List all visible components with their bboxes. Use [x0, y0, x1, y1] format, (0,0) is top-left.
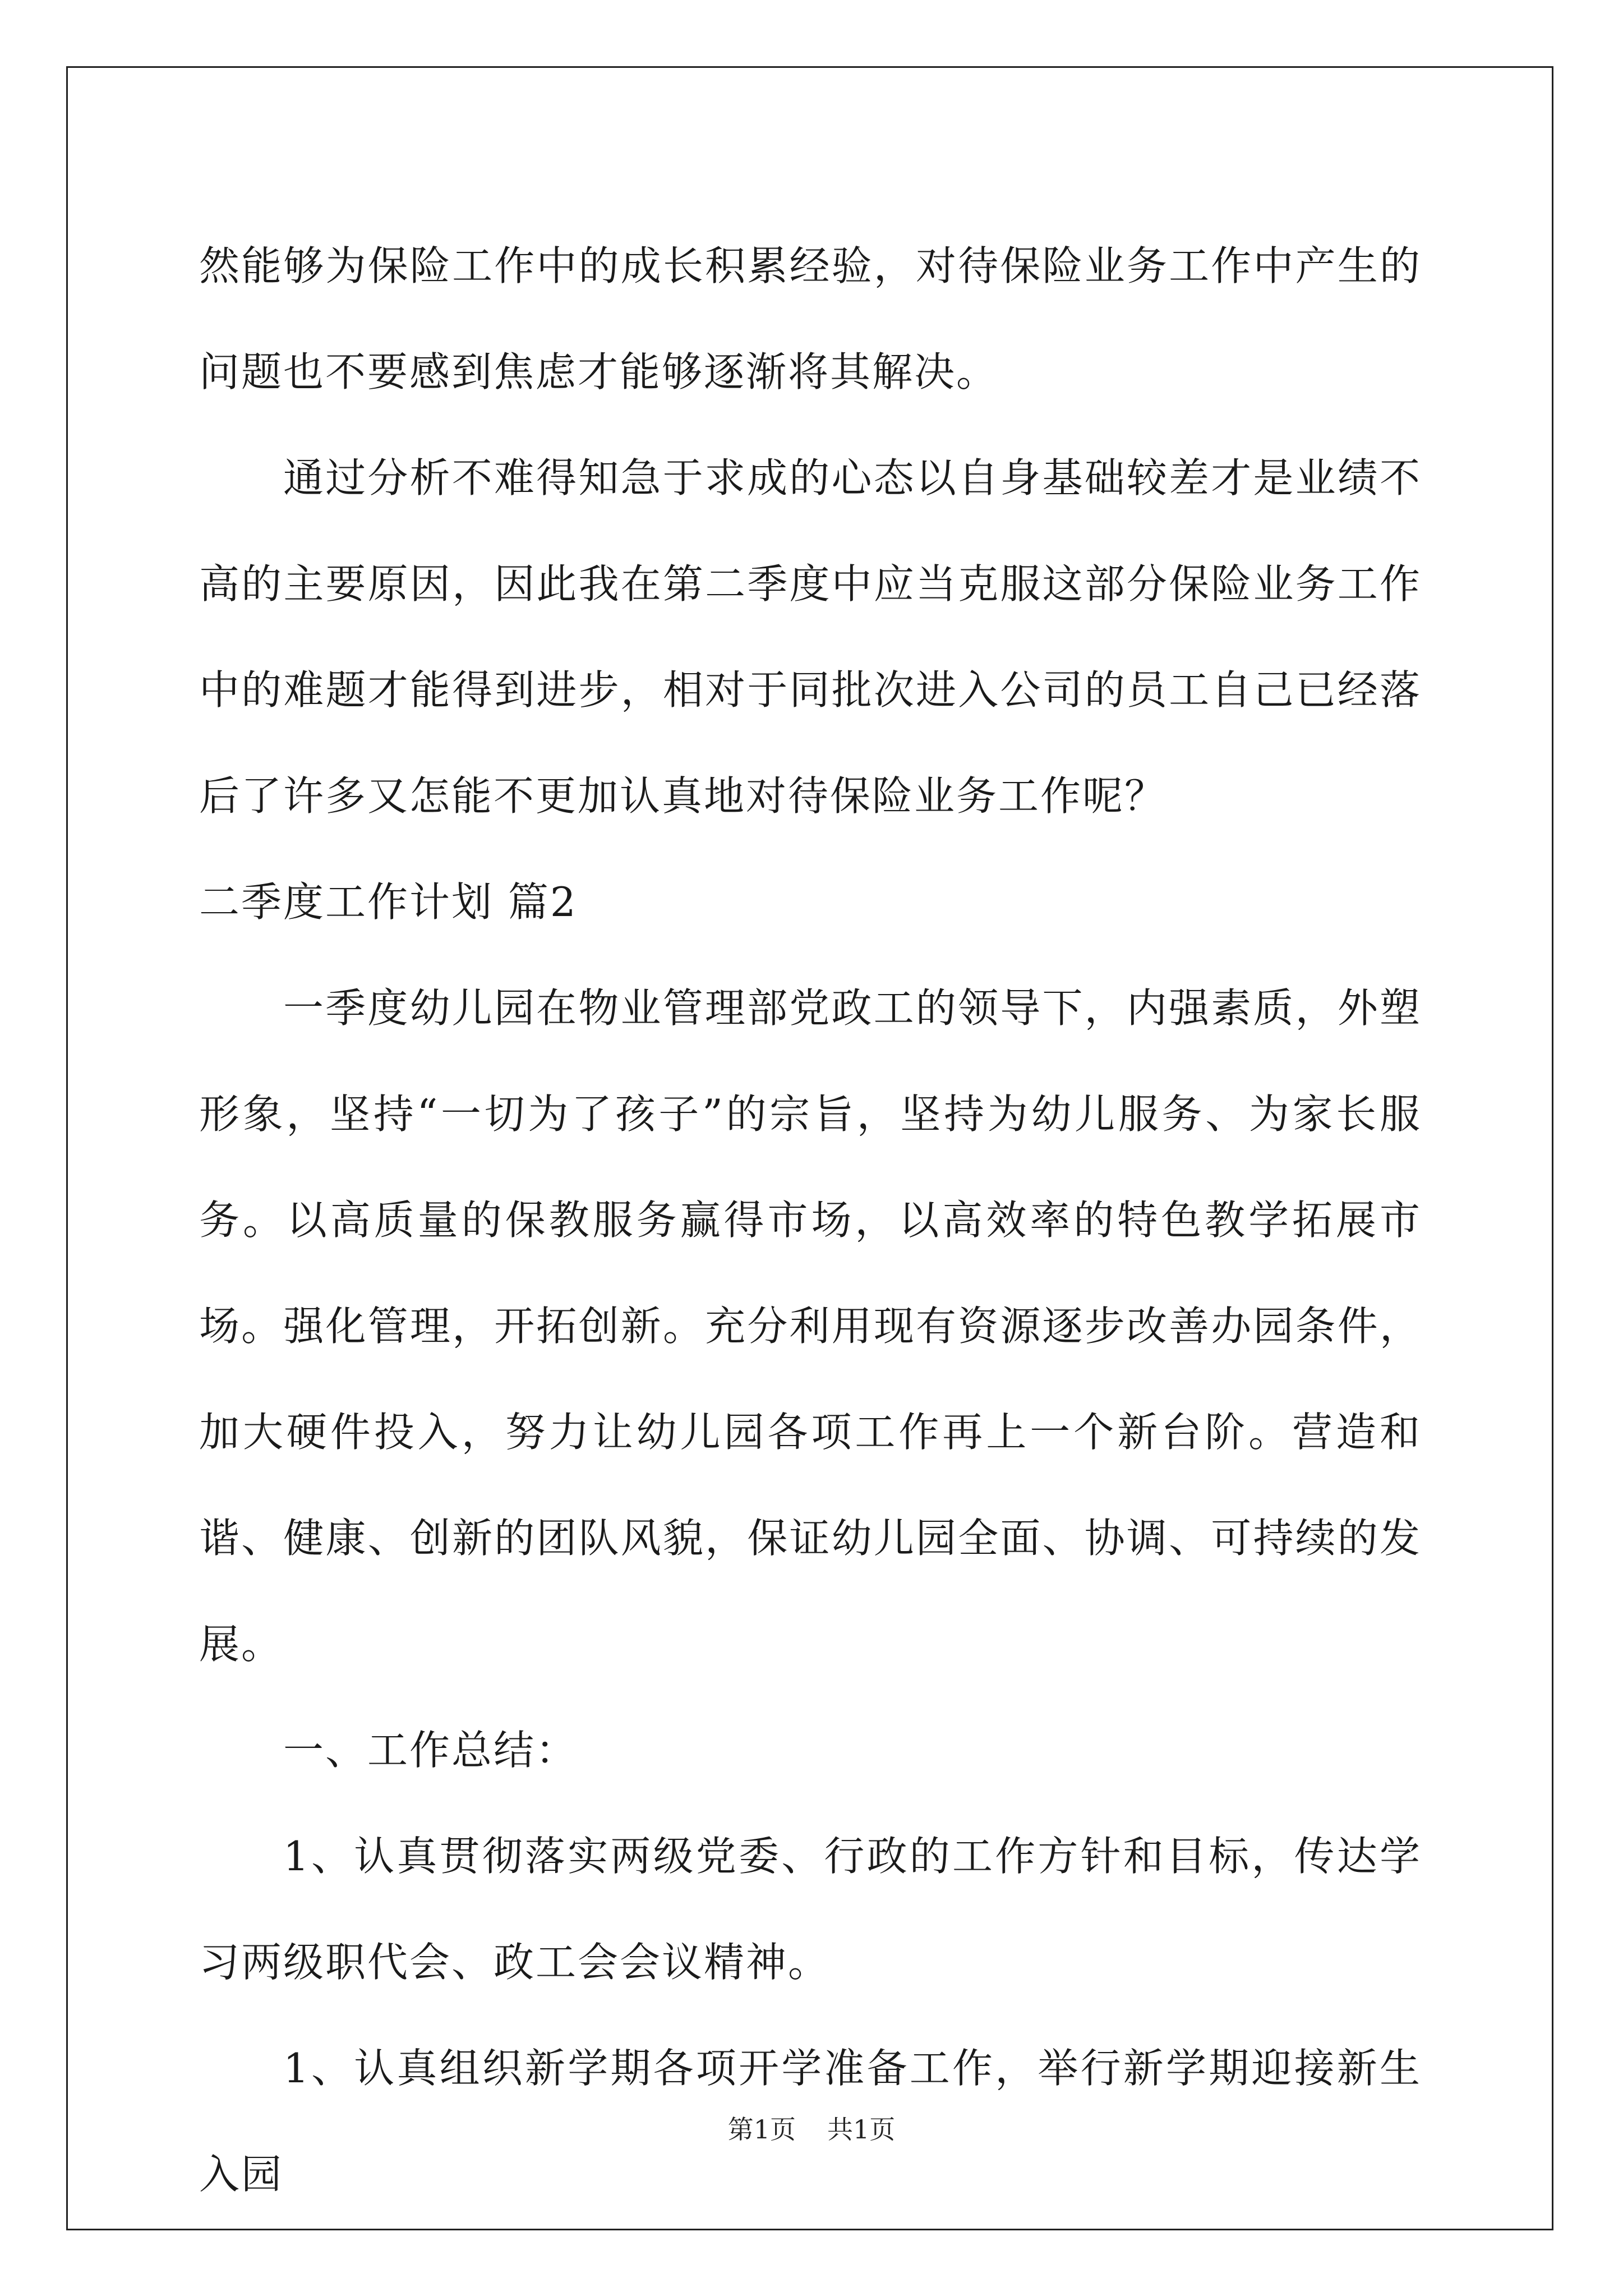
- paragraph-3: 一季度幼儿园在物业管理部党政工的领导下，内强素质，外塑形象，坚持“一切为了孩子”的宗旨，坚持为幼儿服务、为家长服务。以高质量的保教服务赢得市场，以高效率的特色教学拓展市场。强化管理，开拓创新。充分利用现有资源逐步改善办园条件，加大硬件投入，努力让幼儿园各项工作再上一个新台阶。营造和谐、健康、创新的团队风貌，保证幼儿园全面、协调、可持续的发展。: [199, 984, 1422, 1668]
- paragraph-1: 然能够为保险工作中的成长积累经验，对待保险业务工作中产生的问题也不要感到焦虑才能够逐渐将其解决。: [199, 242, 1422, 395]
- document-body: [199, 213, 1422, 2228]
- paragraph-5: 1、认真贯彻落实两级党委、行政的工作方针和目标，传达学习两级职代会、政工会会议精神。: [199, 1833, 1422, 1986]
- page-number: 第1页: [727, 2114, 796, 2145]
- paragraph-6: 1、认真组织新学期各项开学准备工作，举行新学期迎接新生入园: [199, 2045, 1422, 2198]
- section-heading: 二季度工作计划 篇2: [199, 878, 578, 926]
- paragraph-2: 通过分析不难得知急于求成的心态以自身基础较差才是业绩不高的主要原因，因此我在第二季度中应当克服这部分保险业务工作中的难题才能得到进步，相对于同批次进入公司的员工自己已经落后了许多又怎能不更加认真地对待保险业务工作呢？: [199, 454, 1422, 820]
- paragraph-4: 一、工作总结：: [283, 1727, 578, 1774]
- page-footer: [0, 2109, 1623, 2146]
- page-total: 共1页: [827, 2114, 896, 2145]
